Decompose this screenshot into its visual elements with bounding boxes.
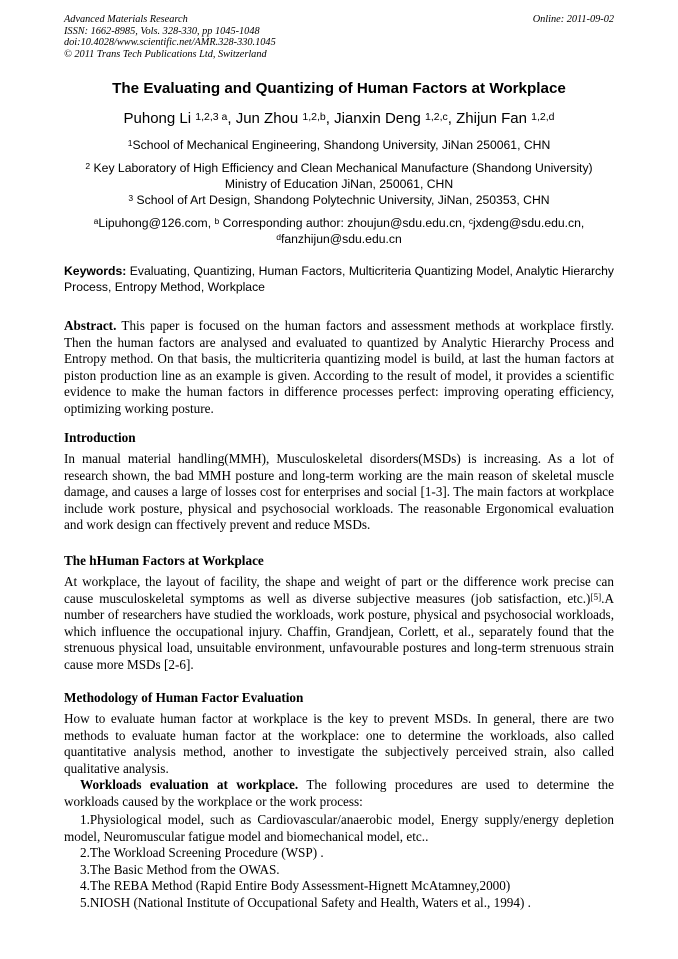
doi-line: doi:10.4028/www.scientific.net/AMR.328-330.1045	[64, 37, 276, 49]
paragraph-text: How to evaluate human factor at workplace is the key to prevent MSDs. In general, there are two methods to evaluate human factor at the workplace: one to determine the workloads, also called quantitative analysis method, another to investigate the subjectively perceived strain, also called qualitative analysis.	[64, 711, 614, 776]
email-text: Corresponding author: zhoujun@sdu.edu.cn,	[219, 216, 469, 230]
affiliation-mark: 1	[127, 138, 133, 149]
citation-mark: [5]	[590, 591, 602, 602]
email-text: jxdeng@sdu.edu.cn,	[473, 216, 585, 230]
email-mark: b	[214, 216, 220, 227]
abstract	[64, 318, 614, 418]
email-mark: a	[93, 216, 99, 227]
list-item: 1.Physiological model, such as Cardiovascular/anaerobic model, Energy supply/energy depletion model, Neuromuscular fatigue model and biomechanical model, etc..	[64, 812, 614, 844]
workloads-label: Workloads evaluation at workplace.	[80, 777, 299, 793]
section-heading-human-factors: The hHuman Factors at Workplace	[64, 553, 264, 568]
email-mark: c	[468, 216, 473, 227]
human-factors-paragraph	[64, 574, 614, 674]
abstract-label: Abstract.	[64, 318, 117, 333]
procedure-list	[64, 812, 614, 912]
paragraph-text: .A number of researchers have studied the workloads, work posture, physical and psychosocial workloads, which influence the occupational injury. Chaffin, Grandjean, Corlett, et al., separately found that the strenuous physical load, unsuitable environment, unfavourable postures and long-term strenuous strain cause more MSDs [2-6].	[64, 590, 614, 672]
affiliation-2	[64, 160, 614, 192]
author-affiliation-mark: 1,2,c	[425, 110, 448, 123]
section-heading-methodology: Methodology of Human Factor Evaluation	[64, 690, 304, 705]
issn-line: ISSN: 1662-8985, Vols. 328-330, pp 1045-1048	[64, 25, 260, 37]
email-text: fanzhijun@sdu.edu.cn	[280, 232, 402, 246]
journal-name: Advanced Materials Research	[64, 14, 188, 25]
author-name: , Jianxin Deng	[325, 110, 425, 127]
email-text: Lipuhong@126.com,	[98, 216, 215, 230]
author-affiliation-mark: 1,2,3 a	[195, 110, 228, 123]
list-item: 4.The REBA Method (Rapid Entire Body Assessment-Hignett McAtamney,2000)	[80, 878, 511, 894]
paper-title: The Evaluating and Quantizing of Human Factors at Workplace	[112, 80, 566, 97]
paragraph-text: The following procedures are used to determine the workloads caused by the workplace or the work process:	[64, 777, 614, 809]
affiliation-text: Ministry of Education JiNan, 250061, CHN	[224, 177, 454, 191]
email-mark: d	[276, 232, 281, 243]
affiliation-mark: 3	[128, 193, 134, 204]
author-affiliation-mark: 1,2,d	[531, 110, 555, 123]
affiliation-mark: 2	[85, 161, 91, 172]
keywords-text: Evaluating, Quantizing, Human Factors, Multicriteria Quantizing Model, Analytic Hierarchy Process, Entropy Method, Workplace	[64, 264, 614, 294]
copyright-line: © 2011 Trans Tech Publications Ltd, Switzerland	[64, 48, 267, 60]
keywords-label: Keywords:	[64, 264, 127, 278]
abstract-text: This paper is focused on the human factors and assessment methods at workplace firstly. Then the human factors are analysed and evaluated to quantized by Analytic Hierarchy Process and Entropy method. On that basis, the multicriteria quantizing model is build, at last the human factors at piston production line as an example is given. According to the result of model, it provides a scientific evidence to make the human factors in difference processes perfect: improving operating efficiency, optimizing working posture.	[64, 318, 614, 416]
workloads-paragraph	[64, 777, 614, 810]
affiliation-text: School of Mechanical Engineering, Shandong University, JiNan 250061, CHN	[132, 138, 551, 152]
list-item: 2.The Workload Screening Procedure (WSP) .	[80, 845, 324, 861]
introduction-paragraph: In manual material handling(MMH), Musculoskeletal disorders(MSDs) is increasing. As a lot of research shown, the bad MMH posture and long-term working are the main reason of skeletal muscle damage, and causes a large of losses cost for enterprises and social [1-3]. The main factors at workplace include work posture, physical and psychosocial workloads. The reasonable Ergonomical evaluation and work design can ffectively prevent and reduce MSDs.	[64, 451, 614, 533]
affiliation-1	[64, 137, 614, 153]
keywords	[64, 264, 614, 295]
online-date: Online: 2011-09-02	[532, 14, 614, 25]
author-name: , Zhijun Fan	[447, 110, 532, 127]
author-name: Puhong Li	[123, 110, 196, 127]
author-affiliation-mark: 1,2,b	[302, 110, 326, 123]
paragraph-text: At workplace, the layout of facility, the shape and weight of part or the difference work precise can cause musculoskeletal symptoms as well as diverse subjective measures (job satisfaction, etc.)	[64, 574, 614, 606]
affiliation-3	[64, 192, 614, 208]
author-emails	[64, 215, 614, 247]
list-item: 3.The Basic Method from the OWAS.	[80, 861, 280, 877]
section-heading-introduction: Introduction	[64, 430, 136, 445]
list-item: 5.NIOSH (National Institute of Occupational Safety and Health, Waters et al., 1994) .	[80, 894, 531, 910]
affiliation-text: School of Art Design, Shandong Polytechnic University, JiNan, 250353, CHN	[133, 193, 550, 207]
affiliation-text: Key Laboratory of High Efficiency and Clean Mechanical Manufacture (Shandong University)	[90, 161, 593, 175]
journal-header	[64, 14, 276, 60]
methodology-paragraph	[64, 711, 614, 811]
author-name: , Jun Zhou	[227, 110, 303, 127]
author-list	[0, 110, 678, 127]
